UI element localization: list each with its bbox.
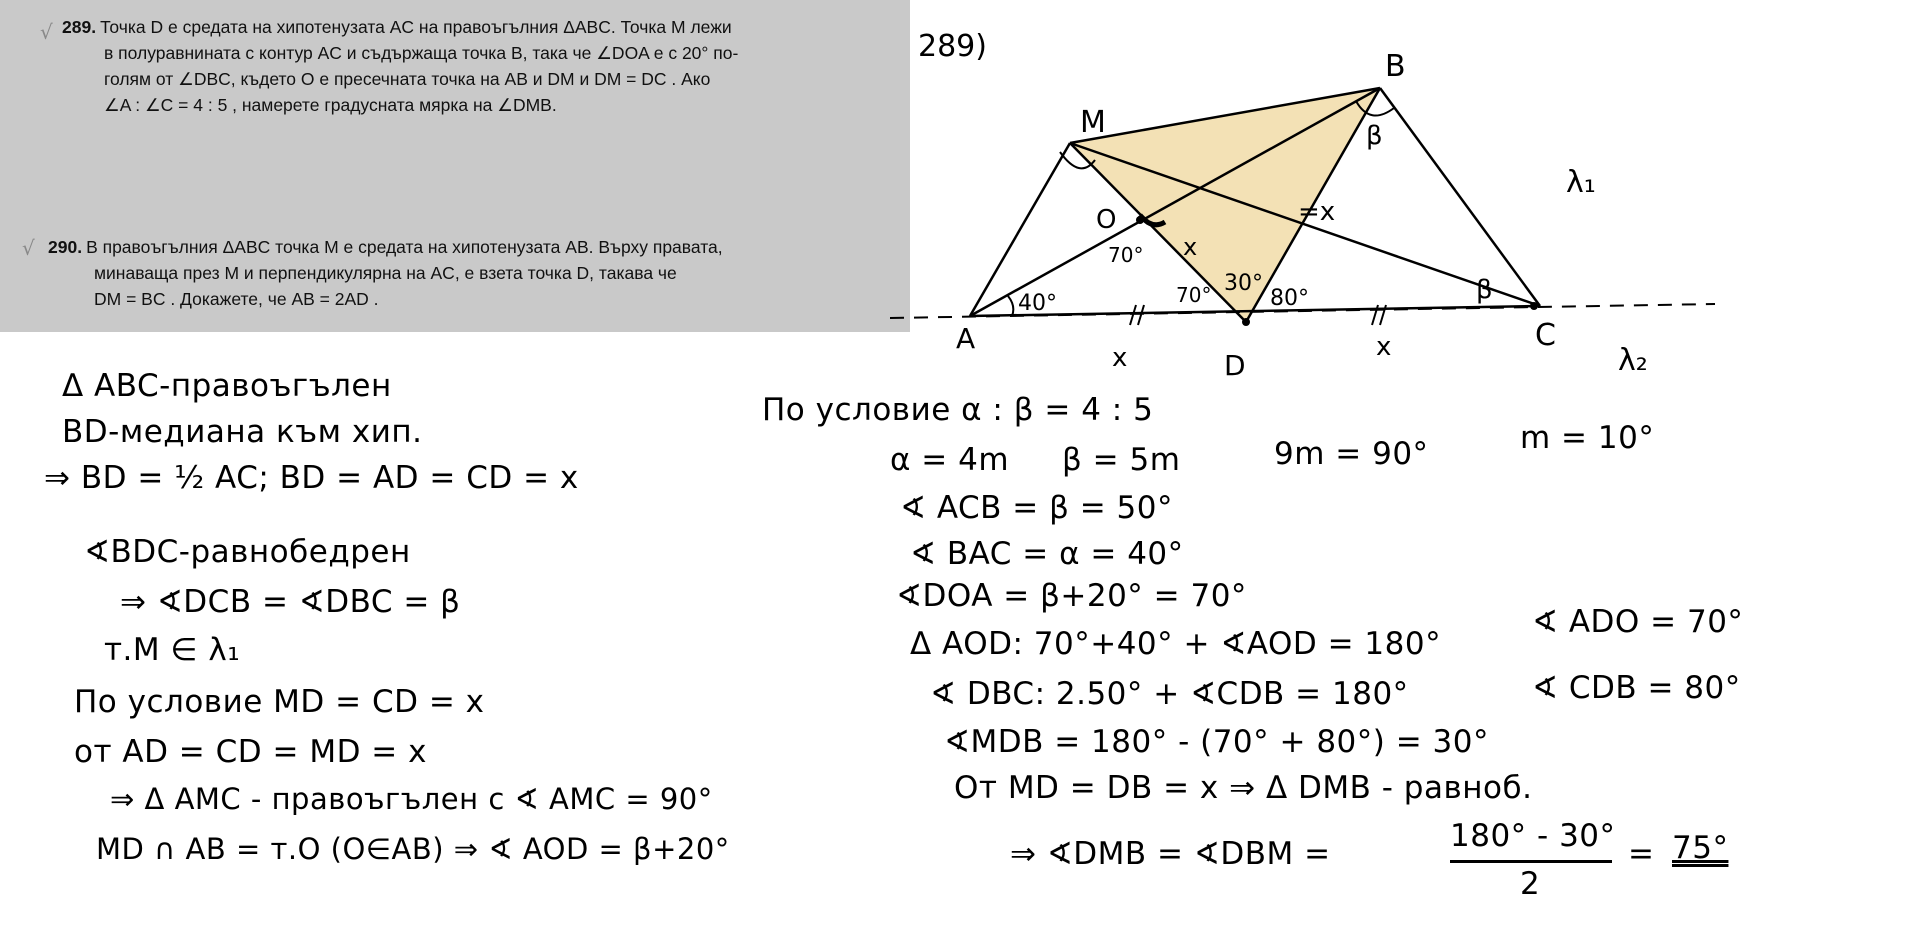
left-note-2: BD-медиана към хип. xyxy=(62,414,423,450)
right-note-6: ∢MDB = 180° - (70° + 80°) = 30° xyxy=(944,724,1489,760)
right-note-condition: По условие α : β = 4 : 5 xyxy=(762,392,1154,428)
angle-label-beta-c: β xyxy=(1476,275,1493,305)
right-note-alpha: α = 4m xyxy=(890,442,1010,478)
problem-290-line3: DM = BC . Докажете, че AB = 2AD . xyxy=(94,289,379,309)
label-lambda1: λ₁ xyxy=(1566,165,1596,200)
label-b: B xyxy=(1385,49,1406,84)
segment-label-x-dc: x xyxy=(1376,332,1392,362)
right-note-5a: ∢ DBC: 2.50° + ∢CDB = 180° xyxy=(930,676,1409,712)
right-note-2: ∢ BAC = α = 40° xyxy=(910,536,1184,572)
left-note-6: т.M ∈ λ₁ xyxy=(104,632,241,668)
right-note-beta: β = 5m xyxy=(1062,442,1181,478)
angle-label-40: 40° xyxy=(1018,291,1057,316)
tick-ad-1 xyxy=(1130,305,1136,325)
fraction-numerator: 180° - 30° xyxy=(1450,818,1616,854)
right-note-m: m = 10° xyxy=(1520,420,1655,456)
label-o: O xyxy=(1096,205,1117,235)
label-lambda2: λ₂ xyxy=(1618,343,1648,378)
left-note-5: ⇒ ∢DCB = ∢DBC = β xyxy=(120,584,461,620)
problem-289-line3: голям от ∠DBC, където O е пресечната точка на AB и DM и DM = DC . Ако xyxy=(104,69,711,89)
left-note-4: ∢BDC-равнобедрен xyxy=(84,534,411,570)
label-c: C xyxy=(1535,318,1556,353)
right-note-8a: ⇒ ∢DMB = ∢DBM = xyxy=(1010,836,1331,872)
point-d-dot xyxy=(1242,318,1250,326)
check-mark-290: √ xyxy=(22,236,35,260)
point-c-dot xyxy=(1530,302,1538,310)
final-answer: 75° xyxy=(1672,830,1729,866)
right-note-4a: Δ AOD: 70°+40° + ∢AOD = 180° xyxy=(910,626,1442,662)
angle-label-30: 30° xyxy=(1224,271,1263,296)
left-note-3: ⇒ BD = ½ AC; BD = AD = CD = x xyxy=(44,460,579,496)
check-mark-289: √ xyxy=(40,20,53,44)
right-note-5b: ∢ CDB = 80° xyxy=(1532,670,1741,706)
problem-289-number: 289. xyxy=(62,17,97,37)
left-note-8: от AD = CD = MD = x xyxy=(74,734,427,770)
point-o-dot xyxy=(1136,216,1144,224)
right-note-7: От MD = DB = x ⇒ Δ DMB - равноб. xyxy=(954,770,1533,806)
problem-289-line4: ∠A : ∠C = 4 : 5 , намерете градусната мярка на ∠DMB. xyxy=(104,95,557,115)
left-note-9: ⇒ Δ AMC - правоъгълен с ∢ AMC = 90° xyxy=(110,782,713,816)
right-note-4b: ∢ ADO = 70° xyxy=(1532,604,1744,640)
right-note-3: ∢DOA = β+20° = 70° xyxy=(896,578,1247,614)
problem-289-line1: Точка D е средата на хипотенузата AC на правоъгълния ΔABC. Точка M лежи xyxy=(100,17,732,37)
segment-label-x-db: x xyxy=(1183,233,1198,261)
angle-label-70-o: 70° xyxy=(1108,243,1144,267)
problem-289-line2: в полуравнината с контур AC и съдържаща точка B, така че ∠DOA е с 20° по- xyxy=(104,43,739,63)
arc-angle-a xyxy=(1008,296,1013,316)
tick-ad-2 xyxy=(1138,305,1144,325)
left-note-7: По условие MD = CD = x xyxy=(74,684,485,720)
label-m: M xyxy=(1080,105,1106,140)
segment-label-x-ad: x xyxy=(1112,343,1128,373)
right-note-eq: 9m = 90° xyxy=(1274,436,1429,472)
problem-290-line2: минаваща през M и перпендикулярна на AC, е взета точка D, такава че xyxy=(94,263,677,283)
right-note-1: ∢ ACB = β = 50° xyxy=(900,490,1173,526)
segment-label-x-md: =x xyxy=(1298,197,1336,227)
label-d: D xyxy=(1224,349,1246,382)
fraction-bar xyxy=(1450,860,1612,863)
label-a: A xyxy=(956,322,976,355)
problem-290-line1: В правоъгълния ΔABC точка M е средата на хипотенузата AB. Върху правата, xyxy=(86,237,723,257)
problem-290-number: 290. xyxy=(48,237,83,257)
left-note-1: Δ ABC-правоъгълен xyxy=(62,368,392,404)
diagram-title: 289) xyxy=(918,29,987,64)
segment-bc xyxy=(1380,88,1540,306)
right-note-8b: = xyxy=(1628,836,1655,872)
left-note-10: MD ∩ AB = т.O (O∈AB) ⇒ ∢ AOD = β+20° xyxy=(96,832,730,866)
angle-label-70-d: 70° xyxy=(1176,283,1212,307)
angle-label-beta-b: β xyxy=(1366,121,1383,151)
fraction-denominator: 2 xyxy=(1520,866,1541,902)
angle-label-80: 80° xyxy=(1270,286,1309,311)
